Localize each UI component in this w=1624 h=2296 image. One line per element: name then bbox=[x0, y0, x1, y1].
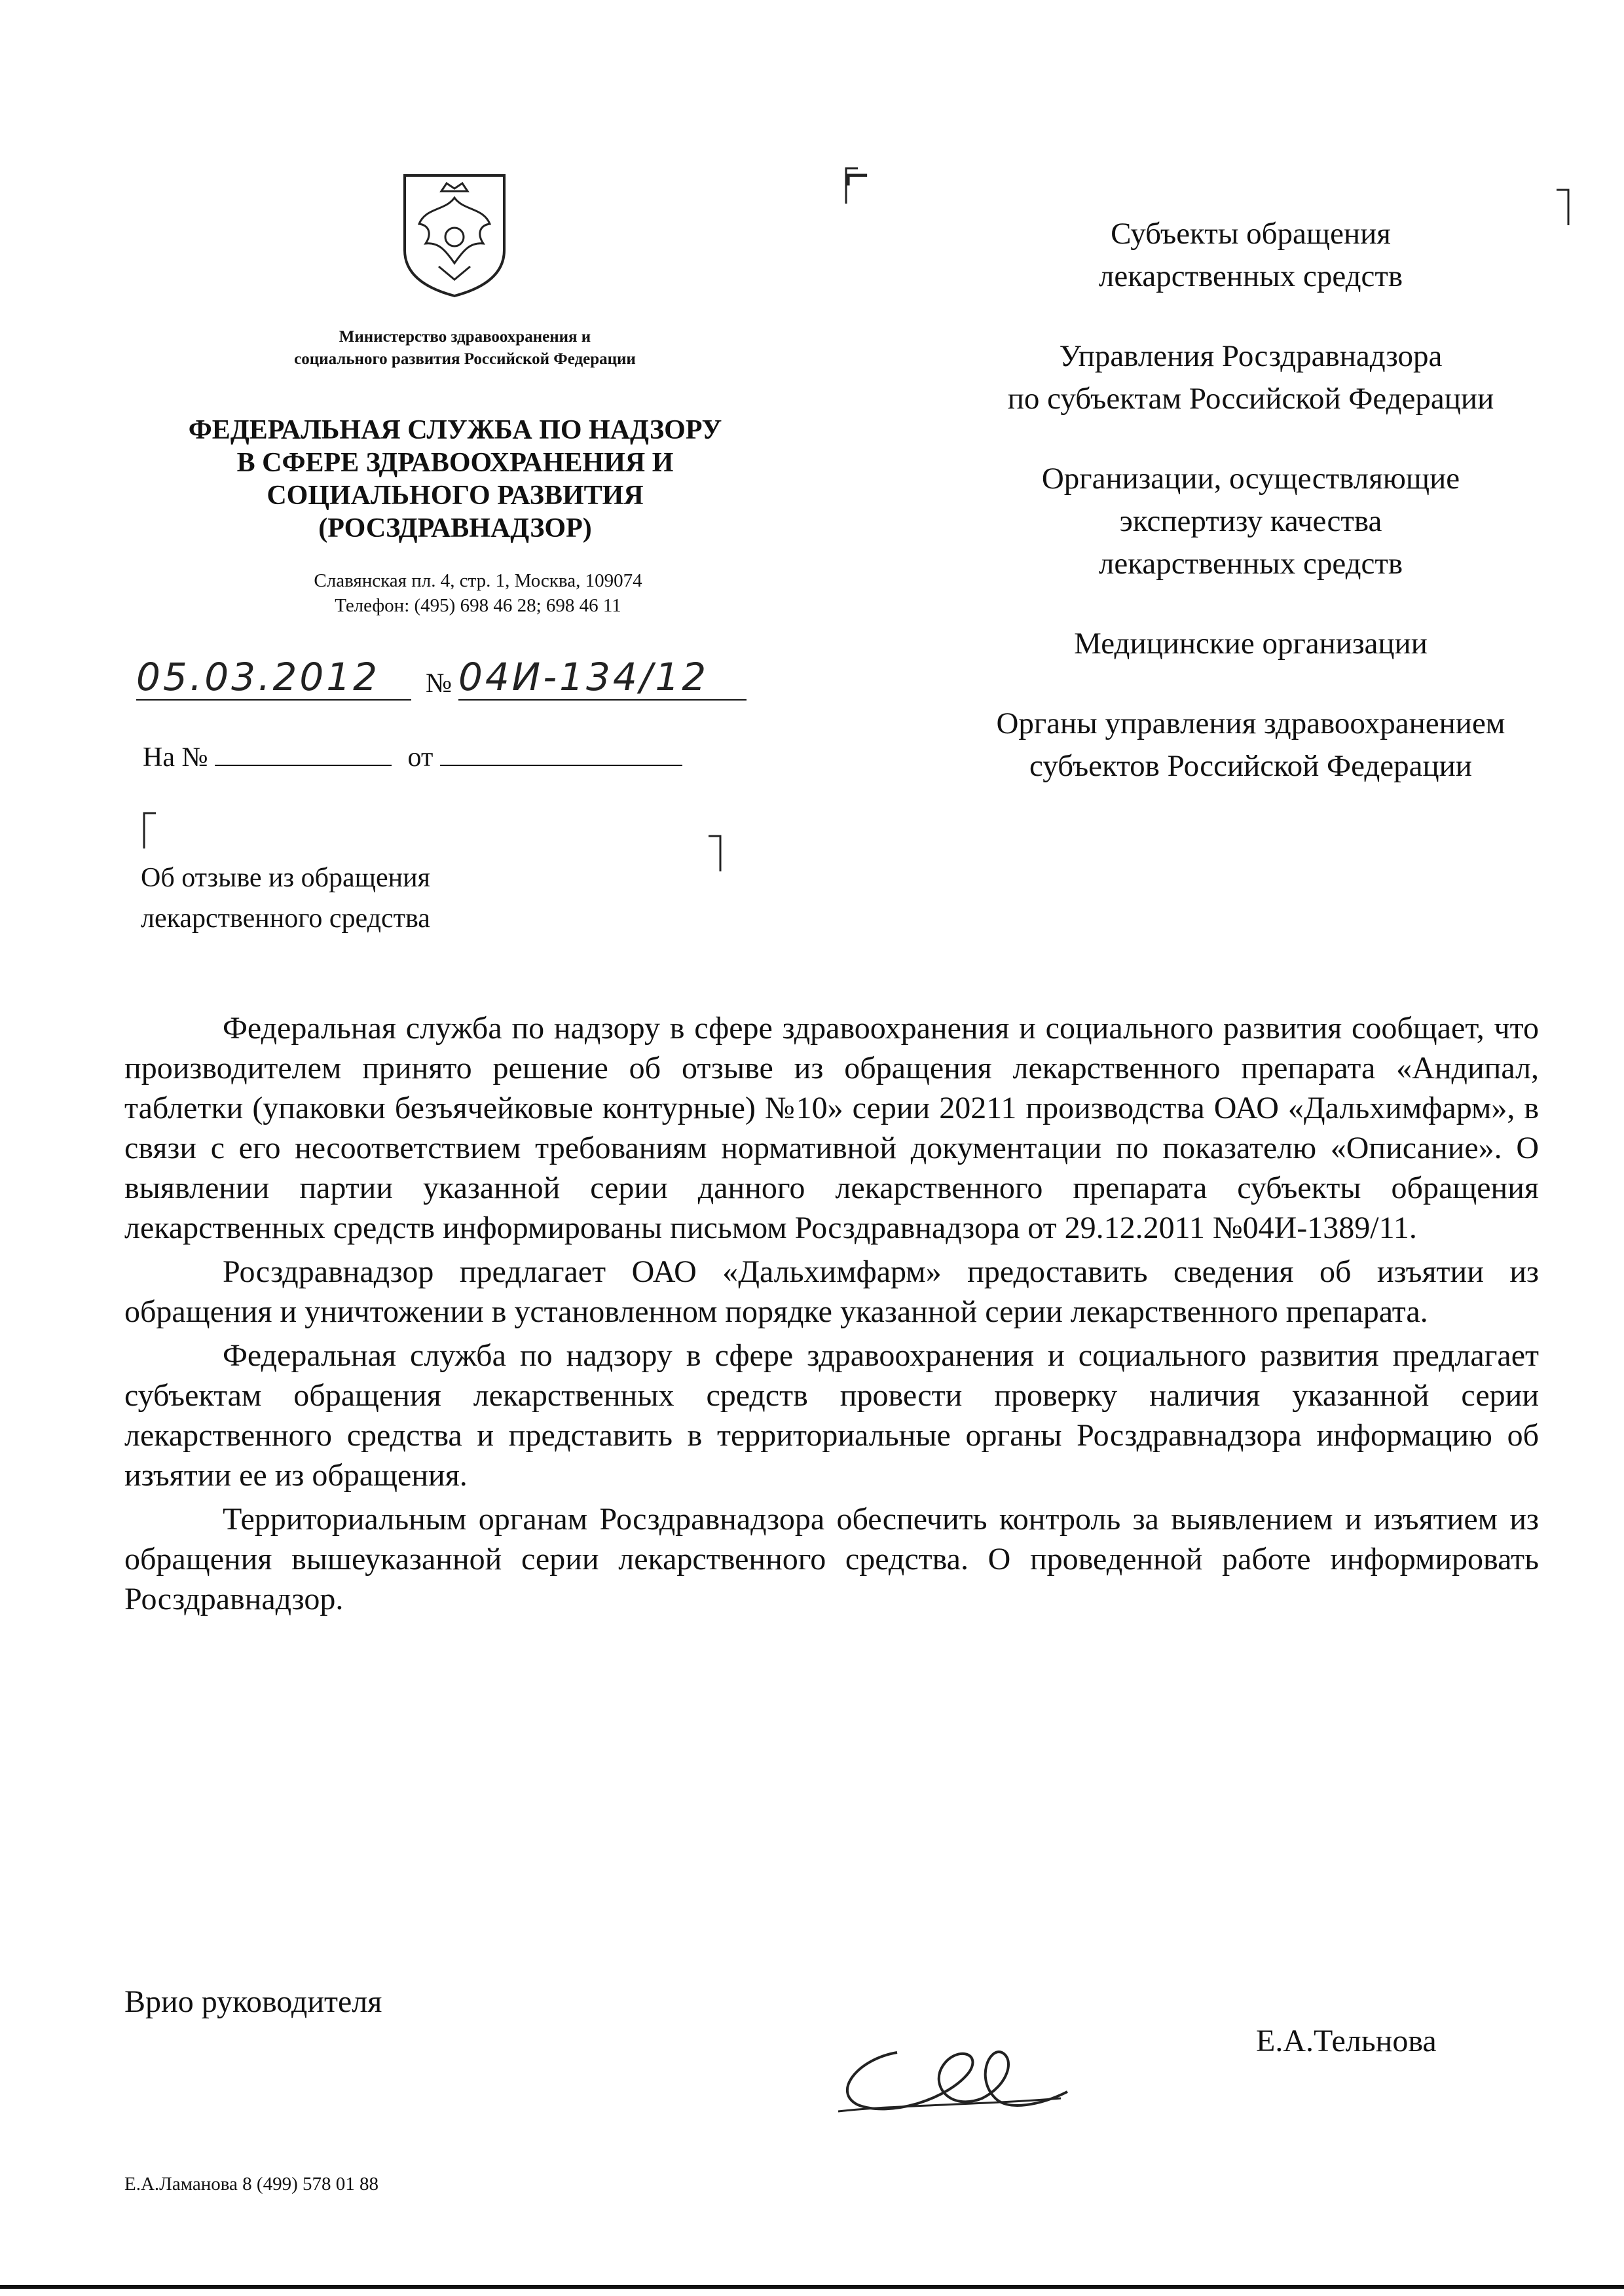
reply-number-blank bbox=[215, 738, 392, 766]
signatory-title: Врио руководителя bbox=[124, 1984, 382, 2019]
corner-mark-left: ⌐ bbox=[845, 151, 870, 200]
corner-mark-top-left bbox=[845, 167, 859, 205]
page-bottom-rule bbox=[0, 2285, 1624, 2289]
body-paragraph: Федеральная служба по надзору в сфере здравоохранения и социального развития сообщает, что производителем принято решение об отзыве из обращения лекарственного препарата «Андипал, таблетки (упаковки безъячейковые контурные) №10» серии 20211 производства ОАО «Дальхимфарм», в связи с его несоответствием требованиям нормативной документации по показателю «Описание». О выявлении партии указанной серии данного лекарственного препарата субъекты обращения лекарственных средств информированы письмом Росздравнадзора от 29.12.2011 №04И-1389/11. bbox=[124, 1011, 1539, 1245]
reply-date-blank bbox=[440, 738, 682, 766]
body-paragraph: Территориальным органам Росздравнадзора обеспечить контроль за выявлением и изъятием из обращения вышеуказанной серии лекарственного средства. О проведенной работе информировать Росздравнадзор. bbox=[124, 1502, 1539, 1616]
outgoing-number: 04И-134/12 bbox=[458, 655, 747, 701]
recipient-group: Органы управления здравоохранением субъектов Российской Федерации bbox=[996, 706, 1505, 783]
recipient-group: Медицинские организации bbox=[1074, 627, 1428, 661]
number-label: № bbox=[426, 668, 452, 699]
agency-address: Славянская пл. 4, стр. 1, Москва, 109074 Телефон: (495) 698 46 28; 698 46 11 bbox=[314, 570, 642, 616]
recipients-list bbox=[904, 213, 1598, 825]
reference-line bbox=[131, 655, 760, 707]
outgoing-date: 05.03.2012 bbox=[136, 655, 411, 701]
letter-body bbox=[124, 1008, 1539, 1623]
letter-subject: Об отзыве из обращения лекарственного средства bbox=[141, 863, 430, 934]
corner-mark-subject-left bbox=[143, 812, 157, 850]
signatory-name: Е.А.Тельнова bbox=[1256, 2024, 1437, 2058]
russian-coat-of-arms-icon bbox=[399, 172, 509, 300]
body-paragraph: Росздравнадзор предлагает ОАО «Дальхимфарм» предоставить сведения об изъятии из обращения и уничтожении в установленном порядке указанной серии лекарственного препарата. bbox=[124, 1254, 1539, 1329]
reply-reference: На № от bbox=[143, 738, 682, 773]
executor-contact: Е.А.Ламанова 8 (499) 578 01 88 bbox=[124, 2174, 378, 2195]
recipient-group: Организации, осуществляющие экспертизу качества лекарственных средств bbox=[1041, 462, 1460, 581]
handwritten-signature-icon bbox=[819, 2007, 1080, 2138]
recipient-group: Субъекты обращения лекарственных средств bbox=[1098, 217, 1403, 293]
body-paragraph: Федеральная служба по надзору в сфере здравоохранения и социального развития предлагает субъектам обращения лекарственных средств провести проверку наличия указанной серии лекарственного средства и представить в территориальные органы Росздравнадзора информацию об изъятии ее из обращения. bbox=[124, 1338, 1539, 1493]
corner-mark-subject-right bbox=[707, 835, 722, 873]
ministry-name: Министерство здравоохранения и социального развития Российской Федерации bbox=[294, 328, 636, 368]
agency-name: ФЕДЕРАЛЬНАЯ СЛУЖБА ПО НАДЗОРУ В СФЕРЕ ЗДРАВООХРАНЕНИЯ И СОЦИАЛЬНОГО РАЗВИТИЯ (РОСЗДРАВНАДЗОР) bbox=[188, 415, 722, 543]
recipient-group: Управления Росздравнадзора по субъектам Российской Федерации bbox=[1007, 339, 1494, 416]
